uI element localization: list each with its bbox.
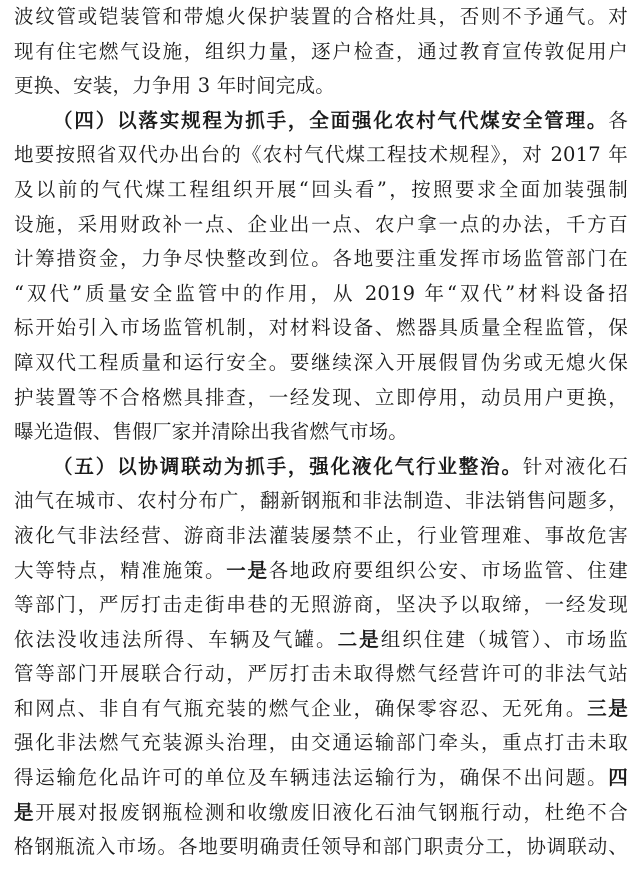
text-line: [14, 554, 628, 589]
text-line: 等部门，严厉打击走街串巷的无照游商，坚决予以取缔，一经发现: [14, 593, 628, 617]
text-line: [14, 692, 628, 727]
paragraph-section-four: [14, 104, 628, 450]
text-line: 管等部门开展联合行动，严厉打击未取得燃气经营许可的非法气站: [14, 662, 628, 686]
text-line: 地要按照省双代办出台的《农村气代煤工程技术规程》，对 2017 年: [14, 143, 628, 167]
text-line: 曝光造假、售假厂家并清除出我省燃气市场。: [14, 420, 409, 444]
text-fragment: 和网点、非自有气瓶充装的燃气企业，确保零容忍、无死角。: [14, 696, 588, 720]
text-fragment: 各: [608, 108, 628, 132]
text-line: 强化非法燃气充装源头治理，由交通运输部门牵头，重点打击未取: [14, 731, 628, 755]
text-fragment: 大等特点，精准施策。: [14, 558, 227, 582]
text-line: 格钢瓶流入市场。各地要明确责任领导和部门职责分工，协调联动、: [14, 835, 628, 859]
text-line: 及以前的气代煤工程组织开展“回头看”，按照要求全面加装强制: [14, 177, 628, 201]
section-heading: （五）以协调联动为抓手，强化液化气行业整治。: [53, 454, 523, 478]
text-fragment: 组织住建（城管）、市场监: [380, 627, 628, 651]
text-line: [14, 104, 628, 139]
text-fragment: 依法没收违法所得、车辆及气罐。: [14, 627, 338, 651]
text-line: 设施，采用财政补一点、企业出一点、农户拿一点的办法，千方百: [14, 212, 628, 236]
text-line: 计筹措资金，力争尽快整改到位。各地要注重发挥市场监管部门在: [14, 247, 628, 271]
text-line: [14, 623, 628, 658]
text-line: 油气在城市、农村分布广，翻新钢瓶和非法制造、非法销售问题多，: [14, 489, 628, 513]
text-line: 更换、安装，力争用 3 年时间完成。: [14, 74, 335, 98]
text-line: 波纹管或铠装管和带熄火保护装置的合格灶具，否则不予通气。对: [14, 5, 628, 28]
text-line: 护装置等不合格燃具排查，一经发现、立即停用，动员用户更换，: [14, 385, 628, 409]
text-line: 障双代工程质量和运行安全。要继续深入开展假冒伪劣或无熄火保: [14, 350, 628, 374]
text-line: [14, 761, 628, 796]
text-fragment: 得运输危化品许可的单位及车辆违法运输行为，确保不出问题。: [14, 766, 609, 790]
text-line: 标开始引入市场监管机制，对材料设备、燃器具质量全程监管，保: [14, 316, 628, 340]
enumeration-marker: 四: [608, 766, 628, 790]
enumeration-marker: 三是: [587, 696, 629, 720]
paragraph-gas-appliances: [14, 0, 628, 104]
text-fragment: 针对液化石: [522, 454, 628, 478]
text-fragment: 各地政府要组织公安、市场监管、住建: [268, 558, 628, 582]
text-line: “双代”质量安全监管中的作用，从 2019 年“双代”材料设备招: [14, 281, 628, 305]
text-line: 液化气非法经营、游商非法灌装屡禁不止，行业管理难、事故危害: [14, 523, 628, 547]
document-page: [14, 0, 628, 865]
enumeration-marker: 是: [14, 800, 36, 824]
section-heading: （四）以落实规程为抓手，全面强化农村气代煤安全管理。: [53, 108, 609, 132]
text-fragment: 开展对报废钢瓶检测和收缴废旧液化石油气钢瓶行动，杜绝不合: [35, 800, 628, 824]
text-line: [14, 796, 628, 831]
paragraph-section-five: [14, 450, 628, 865]
enumeration-marker: 二是: [337, 627, 381, 651]
text-line: [14, 450, 628, 485]
text-line: 现有住宅燃气设施，组织力量，逐户检查，通过教育宣传敦促用户: [14, 39, 628, 63]
enumeration-marker: 一是: [226, 558, 269, 582]
